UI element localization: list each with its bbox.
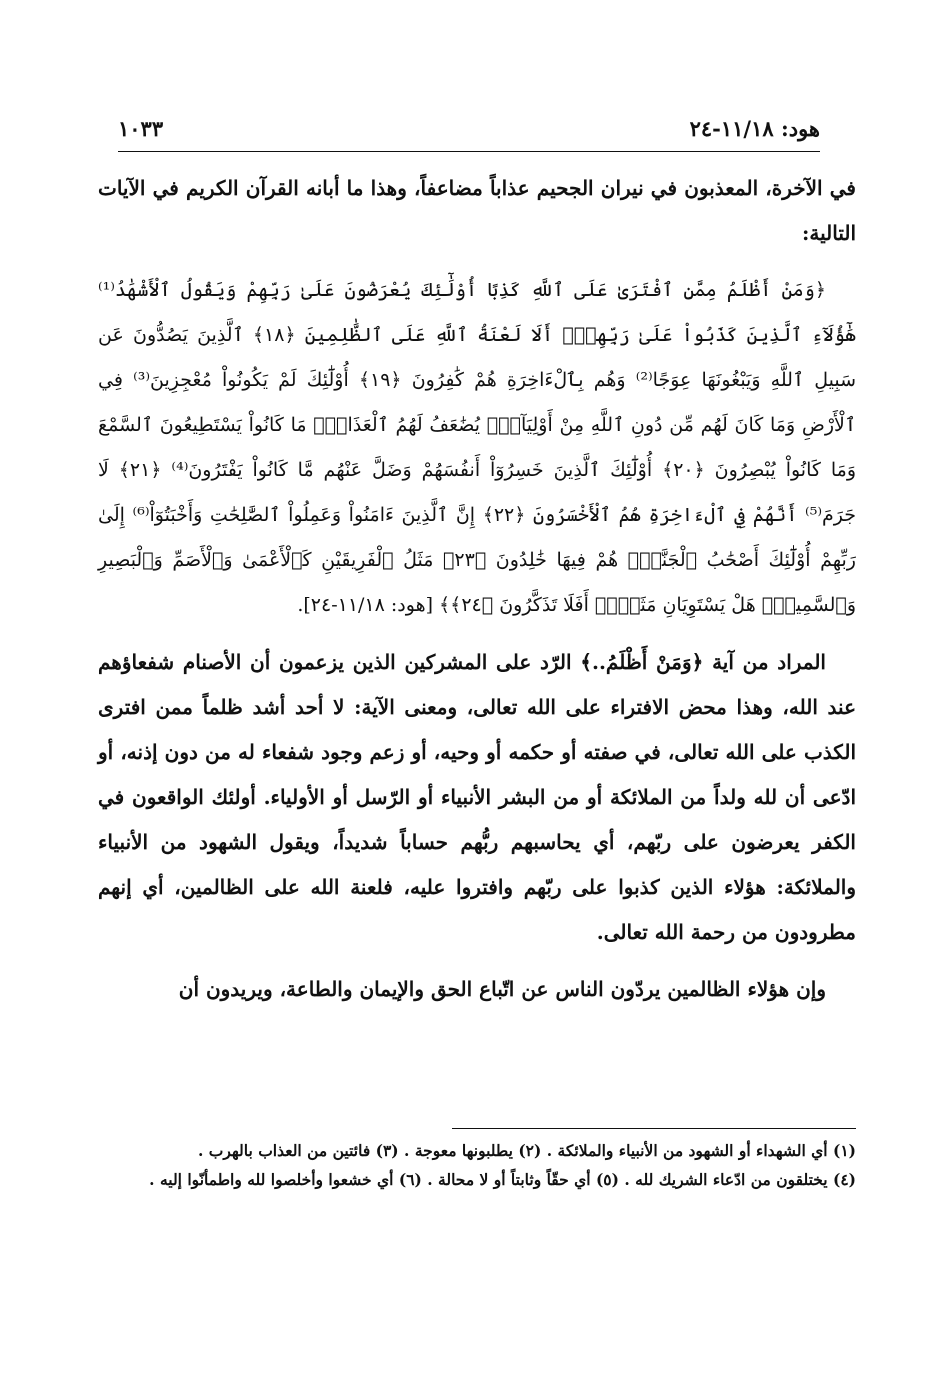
commentary-paragraph-1: المراد من آية ﴿وَمَنْ أَظْلَمُ..﴾ الرّد على المشركين الذين يزعمون أن الأصنام شفعاؤهم عند الله، وهذا محض الافتراء على الله تعالى، ومعنى الآية: لا أحد أشد ظلماً ممن افترى الكذب على الله تعالى، في صفته أو حكمه أو وحيه، أو زعم وجود شفعاء له من دون إذنه، أو ادّعى أن لله ولداً من الملائكة أو من البشر الأنبياء أو الرّسل أو الأولياء. أولئك الواقعون في الكفر يعرضون على ربّهم، أي يحاسبهم ربُّهم حساباً شديداً، ويقول الشهود من الأنبياء والملائكة: هؤلاء الذين كذبوا على ربّهم وافتروا عليه، فلعنة الله على الظالمين، أي إنهم مطرودون من رحمة الله تعالى.: [98, 650, 857, 944]
footnote-rule: [452, 1128, 856, 1129]
main-text: [98, 166, 856, 1012]
commentary-paragraph-2: وإن هؤلاء الظالمين يردّون الناس عن اتّباع الحق والإيمان والطاعة، ويريدون أن: [178, 977, 826, 1001]
running-header: [118, 108, 820, 148]
quran-passage: ﴿وَمَنْ أَظْلَمُ مِمَّنِ ٱفْتَرَىٰ عَلَى ٱللَّهِ كَذِبًا أُوْلَٰٓئِكَ يُعْرَضُونَ عَلَىٰ رَبِّهِمْ وَيَقُولُ ٱلْأَشْهَٰدُ⁽¹⁾ هَٰٓؤُلَآءِ ٱلَّذِينَ كَذَبُواْ عَلَىٰ رَبِّهِمْۚ أَلَا لَعْنَةُ ٱللَّهِ عَلَى ٱلظَّٰلِمِينَ ﴿١٨﴾ ٱلَّذِينَ يَصُدُّونَ عَن سَبِيلِ ٱللَّهِ وَيَبْغُونَهَا عِوَجًا⁽²⁾ وَهُم بِٱلْءَاخِرَةِ هُمْ كَٰفِرُونَ ﴿١٩﴾ أُوْلَٰٓئِكَ لَمْ يَكُونُواْ مُعْجِزِينَ⁽³⁾ فِي ٱلْأَرْضِ وَمَا كَانَ لَهُم مِّن دُونِ ٱللَّهِ مِنْ أَوْلِيَآءَۘ يُضَٰعَفُ لَهُمُ ٱلْعَذَابُۚ مَا كَانُواْ يَسْتَطِيعُونَ ٱلسَّمْعَ وَمَا كَانُواْ يُبْصِرُونَ ﴿٢٠﴾ أُوْلَٰٓئِكَ ٱلَّذِينَ خَسِرُوٓاْ أَنفُسَهُمْ وَضَلَّ عَنْهُم مَّا كَانُواْ يَفْتَرُونَ⁽⁴⁾ ﴿٢١﴾ لَا جَرَمَ⁽⁵⁾ أَنَّهُمْ فِي ٱلْءَاخِرَةِ هُمُ ٱلْأَخْسَرُونَ ﴿٢٢﴾ إِنَّ ٱلَّذِينَ ءَامَنُواْ وَعَمِلُواْ ٱلصَّٰلِحَٰتِ وَأَخْبَتُوٓاْ⁽⁶⁾ إِلَىٰ رَبِّهِمْ أُوْلَٰٓئِكَ أَصْحَٰبُ ٱلْجَنَّةِۖ هُمْ فِيهَا خَٰلِدُونَ ﴿٢٣﴾ مَثَلُ ٱلْفَرِيقَيْنِ كَٱلْأَعْمَىٰ وَٱلْأَصَمِّ وَٱلْبَصِيرِ وَٱلسَّمِيعِۚ هَلْ يَسْتَوِيَانِ مَثَلًاۚ أَفَلَا تَذَكَّرُونَ ﴿٢٤﴾﴾ [هود: ١١/١٨-٢٤].: [98, 279, 856, 616]
surah-reference: هود: ١١/١٨-٢٤: [689, 115, 820, 141]
paragraph-gap: [98, 955, 856, 967]
header-rule: [118, 151, 820, 152]
page-number: ١٠٣٣: [118, 115, 164, 141]
footnotes: [96, 1136, 856, 1194]
footnote-line-2: (٤) يختلقون من ادّعاء الشريك لله . (٥) أي حقّاً وثابتاً أو لا محالة . (٦) أي خشعوا وأخلصوا لله واطمأنّوا إليه .: [149, 1170, 856, 1189]
footnote-line-1: (١) أي الشهداء أو الشهود من الأنبياء والملائكة . (٢) يطلبونها معوجة . (٣) فائتين من العذاب بالهرب .: [197, 1141, 856, 1160]
intro-paragraph: في الآخرة، المعذبون في نيران الجحيم عذاباً مضاعفاً، وهذا ما أبانه القرآن الكريم في الآيات التالية:: [98, 176, 856, 245]
